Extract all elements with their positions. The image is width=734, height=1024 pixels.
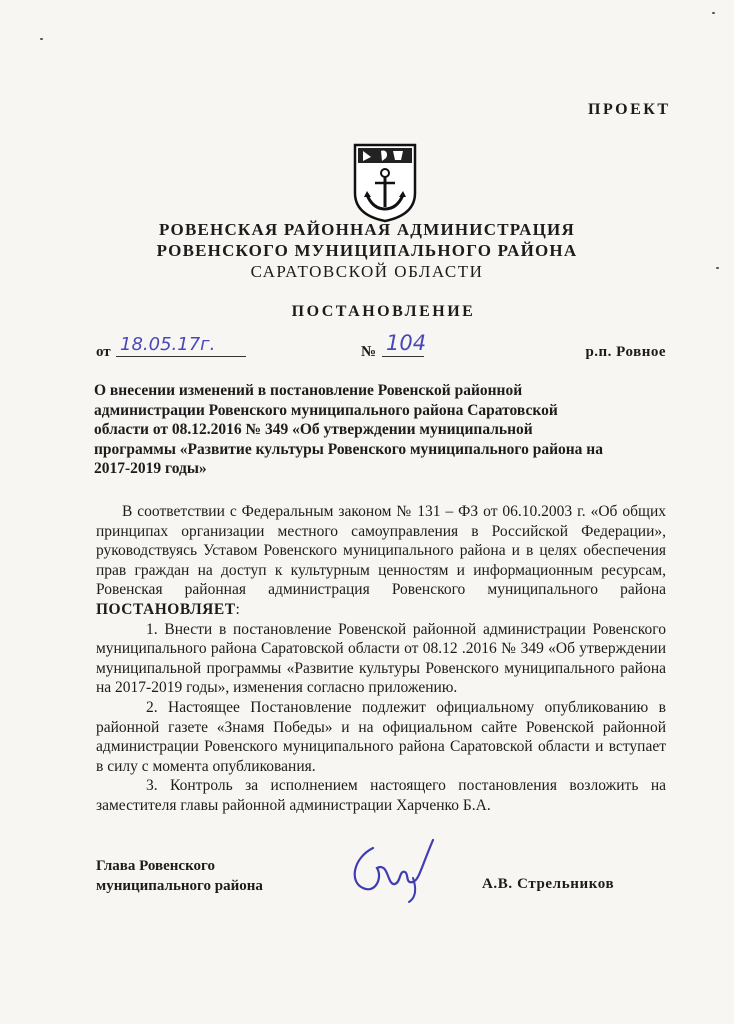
handwritten-date: 18.05.17г.: [120, 334, 216, 355]
preamble-text: В соответствии с Федеральным законом № 131 – ФЗ от 06.10.2003 г. «Об общих принципах организации местного самоуправления в Российской Федерации», руководствуясь Уставом Ровенского муниципального района и в целях обеспечения прав граждан на доступ к культурным ценностям и информационным ресурсам, Ровенская районная администрация Ровенского муниципального района: [96, 503, 666, 599]
document-type-title: ПОСТАНОВЛЕНИЕ: [291, 303, 476, 320]
date-underline: [116, 356, 246, 357]
draft-stamp: ПРОЕКТ: [588, 101, 671, 118]
number-label: №: [361, 344, 377, 360]
scan-speck: [712, 12, 715, 14]
coat-of-arms-emblem: [353, 143, 417, 223]
document-subject: О внесении изменений в постановление Ровенской районной администрации Ровенского муниципального района Саратовской области от 08.12.2016 № 349 «Об утверждении муниципальной программы «Развитие культуры Ровенского муниципального района на 2017-2019 годы»: [94, 382, 603, 477]
signatory-title: [96, 856, 263, 896]
organization-name-line1: РОВЕНСКАЯ РАЙОННАЯ АДМИНИСТРАЦИЯ: [159, 220, 575, 239]
date-label: от: [96, 344, 111, 360]
body-item-2: 2. Настоящее Постановление подлежит официальному опубликованию в районной газете «Знамя Победы» и на официальном сайте Ровенской районной администрации Ровенского муниципального района Саратовской области и вступает в силу с момента опубликования.: [96, 698, 666, 775]
body-item-1: 1. Внести в постановление Ровенской районной администрации Ровенского муниципального района Саратовской области от 08.12 .2016 № 349 «Об утверждении муниципальной программы «Развитие культуры Ровенского муниципального района на 2017-2019 годы», изменения согласно приложению.: [96, 620, 666, 697]
signatory-title-line2: муниципального района: [96, 878, 263, 894]
document-body: [96, 502, 666, 816]
place-of-issue: р.п. Ровное: [585, 344, 666, 360]
resolve-word: ПОСТАНОВЛЯЕТ: [96, 600, 236, 618]
signatory-title-line1: Глава Ровенского: [96, 858, 215, 874]
organization-heading: [0, 219, 734, 282]
number-underline: [382, 356, 424, 357]
handwritten-number: 104: [386, 331, 427, 355]
scan-speck: [40, 38, 43, 40]
handwritten-signature: [343, 838, 438, 904]
body-preamble: В соответствии с Федеральным законом № 131 – ФЗ от 06.10.2003 г. «Об общих принципах организации местного самоуправления в Российской Федерации», руководствуясь Уставом Ровенского муниципального района и в целях обеспечения прав граждан на доступ к культурным ценностям и информационным ресурсам, Ровенская районная администрация Ровенского муниципального района ПОСТАНОВЛЯЕТ:: [96, 503, 666, 618]
signatory-name: А.В. Стрельников: [482, 876, 615, 892]
document-meta-row: [96, 331, 666, 364]
organization-region: САРАТОВСКОЙ ОБЛАСТИ: [250, 262, 484, 281]
body-item-3: 3. Контроль за исполнением настоящего постановления возложить на заместителя главы районной администрации Харченко Б.А.: [96, 777, 666, 814]
organization-name-line2: РОВЕНСКОГО МУНИЦИПАЛЬНОГО РАЙОНА: [156, 241, 578, 260]
